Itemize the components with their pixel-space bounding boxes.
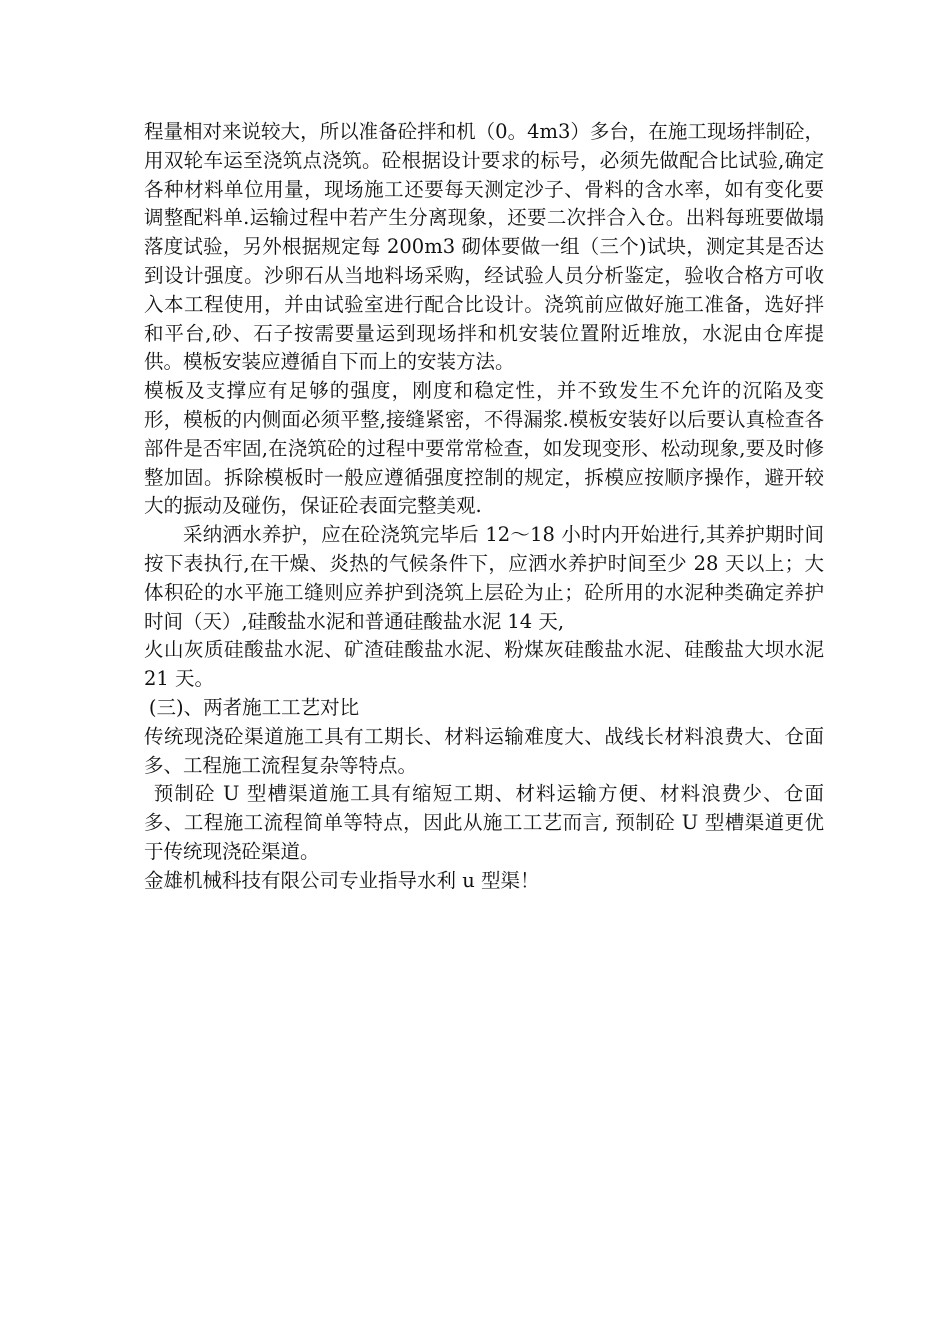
document-body	[144, 118, 824, 896]
paragraph-company-note: 金雄机械科技有限公司专业指导水利 u 型渠！	[144, 868, 540, 892]
paragraph-formwork: 模板及支撑应有足够的强度，刚度和稳定性，并不致发生不允许的沉陷及变形，模板的内侧面必须平整,接缝紧密，不得漏浆.模板安装好以后要认真检查各部件是否牢固,在浇筑砼的过程中要常常检查，如发现变形、松动现象,要及时修整加固。拆除模板时一般应遵循强度控制的规定，拆模应按顺序操作，避开较大的振动及碰伤，保证砼表面完整美观.	[144, 379, 824, 518]
paragraph-concrete-preparation: 程量相对来说较大，所以准备砼拌和机（0。4m3）多台，在施工现场拌制砼，用双轮车运至浇筑点浇筑。砼根据设计要求的标号，必须先做配合比试验,确定各种材料单位用量，现场施工还要每天测定沙子、骨料的含水率，如有变化要调整配料单.运输过程中若产生分离现象，还要二次拌合入仓。出料每班要做塌落度试验，另外根据规定每 200m3 砌体要做一组（三个)试块，测定其是否达到设计强度。沙卵石从当地料场采购，经试验人员分析鉴定，验收合格方可收入本工程使用，并由试验室进行配合比设计。浇筑前应做好施工准备，选好拌和平台,砂、石子按需要量运到现场拌和机安装位置附近堆放，水泥由仓库提供。模板安装应遵循自下而上的安装方法。	[144, 120, 824, 374]
paragraph-cement-types: 火山灰质硅酸盐水泥、矿渣硅酸盐水泥、粉煤灰硅酸盐水泥、硅酸盐大坝水泥 21 天。	[144, 638, 824, 691]
paragraph-traditional-method: 传统现浇砼渠道施工具有工期长、材料运输难度大、战线长材料浪费大、仓面多、工程施工流程复杂等特点。	[144, 724, 824, 777]
paragraph-prefab-method: 预制砼 U 型槽渠道施工具有缩短工期、材料运输方便、材料浪费少、仓面多、工程施工流程简单等特点，因此从施工工艺而言, 预制砼 U 型槽渠道更优于传统现浇砼渠道。	[144, 782, 824, 863]
paragraph-curing: 采纳洒水养护，应在砼浇筑完毕后 12～18 小时内开始进行,其养护期时间按下表执行,在干燥、炎热的气候条件下，应洒水养护时间至少 28 天以上；大体积砼的水平施工缝则应养护到浇筑上层砼为止；砼所用的水泥种类确定养护时间（天）,硅酸盐水泥和普通硅酸盐水泥 14 天,	[144, 523, 824, 633]
section-heading-comparison: (三)、两者施工工艺对比	[148, 695, 360, 719]
